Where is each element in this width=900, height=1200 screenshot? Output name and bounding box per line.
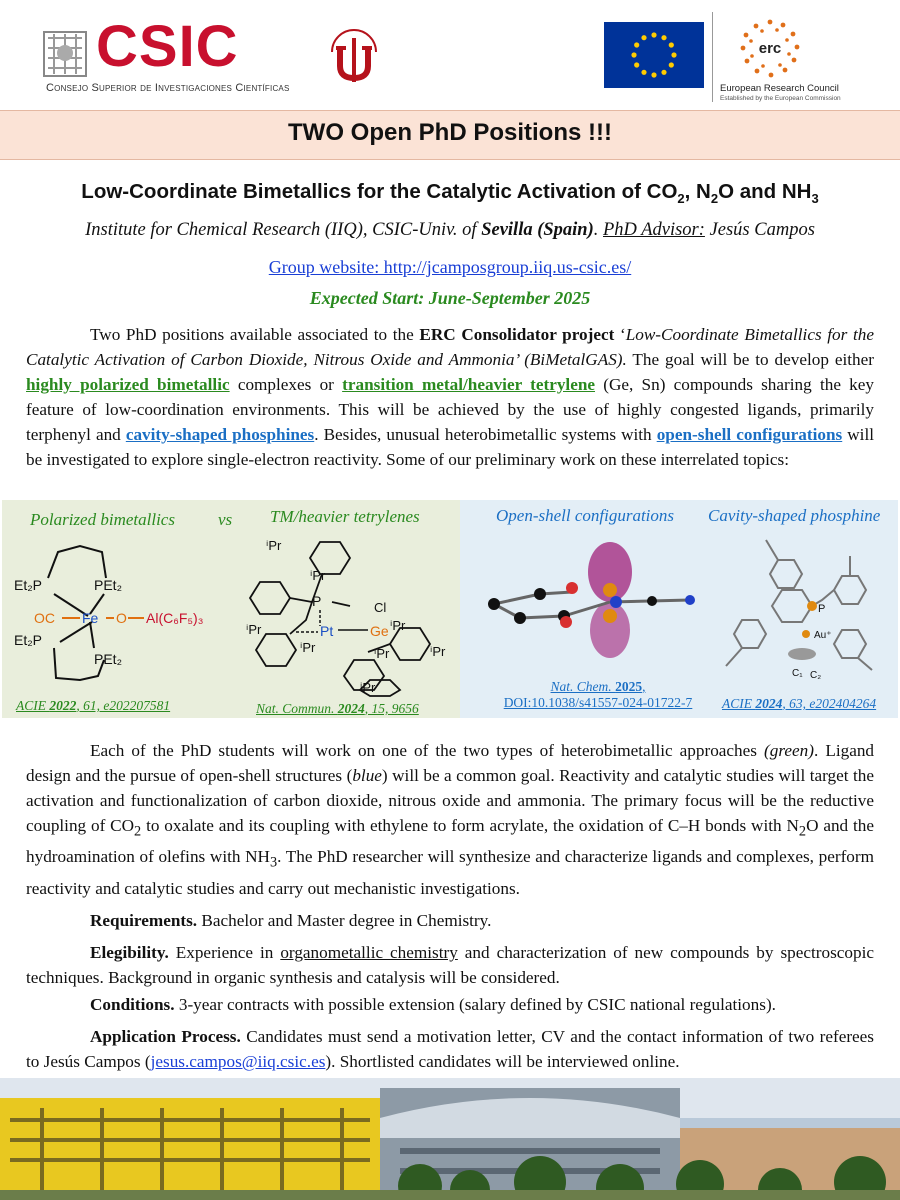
mol-label: Pt bbox=[320, 623, 334, 639]
label-open-shell: Open-shell configurations bbox=[496, 506, 675, 525]
body-blue-word: blue bbox=[352, 766, 382, 785]
mol-label: Au⁺ bbox=[814, 630, 832, 641]
requirements-text: Bachelor and Master degree in Chemistry. bbox=[197, 911, 492, 930]
open-shell-orbital-structure-icon bbox=[480, 532, 700, 672]
erc-subtitle: Established by the European Commission bbox=[720, 95, 841, 102]
mol-label: Al(C₆F₅)₃ bbox=[146, 610, 204, 626]
ref-journal: ACIE bbox=[722, 696, 756, 711]
mol-label: Cl bbox=[374, 600, 387, 615]
body-text: ) will be a common goal. Reactivity and catalytic studies will target the activation and functionalization of carbon dioxide, nitrous oxide and ammonia. The primary focus will be the reductive coupling of CO bbox=[26, 766, 874, 835]
mol-label: ⁱPr bbox=[246, 622, 262, 637]
tetrylene-link[interactable]: transition metal/heavier tetrylene bbox=[342, 375, 596, 394]
erc-title: European Research Council bbox=[720, 83, 839, 94]
polarized-bimetallic-link[interactable]: highly polarized bimetallic bbox=[26, 375, 230, 394]
mol-label: ⁱPr bbox=[266, 538, 282, 553]
cavity-phosphine-structure-icon bbox=[722, 530, 897, 685]
title-sub: 3 bbox=[811, 191, 819, 207]
erc-project-title: Low-Coordinate Bimetallics for the Catalytic Activation of Carbon Dioxide, Nitrous Oxide and Ammonia’ (BiMetalGAS). bbox=[26, 325, 874, 369]
requirements-label: Requirements. bbox=[90, 911, 198, 930]
institution-city: Sevilla (Spain) bbox=[481, 220, 594, 240]
title-sub: 2 bbox=[710, 191, 719, 207]
intro-paragraph bbox=[26, 322, 874, 472]
ref-year: 2024 bbox=[337, 701, 365, 716]
ref-rest: , 15, 9656 bbox=[364, 701, 419, 716]
mol-label: Ge bbox=[370, 623, 389, 639]
pt-ge-tetrylene-structure-icon bbox=[240, 530, 455, 700]
intro-text: complexes or bbox=[229, 375, 343, 394]
institution-text: Institute for Chemical Research (IIQ), CSIC-Univ. of bbox=[85, 220, 482, 240]
mol-label: PEt₂ bbox=[94, 651, 122, 667]
application-text: Candidates must send a motivation letter, CV and the contact information of two referees to Jesús Campos ( bbox=[26, 1027, 874, 1071]
mol-label: ⁱPr bbox=[360, 680, 376, 695]
institution-text: . bbox=[593, 220, 603, 240]
ref-year: 2024 bbox=[755, 696, 783, 711]
mol-label: P bbox=[818, 603, 826, 615]
elegibility-label: Elegibility. bbox=[90, 943, 169, 962]
csic-emblem-icon bbox=[42, 26, 88, 80]
mol-label: ⁱPr bbox=[300, 640, 316, 655]
mol-label: ⁱPr bbox=[430, 644, 446, 659]
title-text: Low-Coordinate Bimetallics for the Catalytic Activation of CO bbox=[81, 180, 678, 203]
logo-divider bbox=[712, 12, 713, 102]
intro-text: The goal will be to develop either bbox=[626, 350, 874, 369]
mol-label: ⁱPr bbox=[374, 646, 390, 661]
erc-logo-text: erc bbox=[758, 40, 782, 57]
ref-year: 2025 bbox=[615, 679, 643, 694]
erc-logo-icon bbox=[735, 14, 805, 84]
body-green-word: (green) bbox=[764, 741, 814, 760]
banner-heading: TWO Open PhD Positions !!! bbox=[288, 119, 612, 146]
project-title bbox=[0, 180, 900, 206]
ref-journal: Nat. Commun. bbox=[256, 701, 338, 716]
ref-journal: ACIE bbox=[16, 698, 50, 713]
body-sub: 2 bbox=[798, 823, 807, 840]
eu-flag-icon bbox=[604, 22, 704, 88]
erc-project-label: ERC Consolidator project bbox=[419, 325, 615, 344]
mol-label: P bbox=[312, 593, 322, 609]
application-text: ). Shortlisted candidates will be interviewed online. bbox=[325, 1052, 680, 1071]
mol-label: OC bbox=[34, 610, 55, 626]
mol-label: C₂ bbox=[810, 670, 822, 681]
label-tm-tetrylenes: TM/heavier tetrylenes bbox=[270, 507, 420, 526]
expected-start: Expected Start: June-September 2025 bbox=[309, 288, 591, 308]
mol-label: Fe bbox=[82, 610, 99, 626]
body-text: O and the hydroamination of olefins with NH bbox=[26, 816, 874, 867]
csic-subtitle: Consejo Superior de Investigaciones Científicas bbox=[46, 82, 290, 94]
intro-text: . Besides, unusual heterobimetallic systems with bbox=[314, 425, 657, 444]
banner bbox=[0, 110, 900, 160]
body-text: Each of the PhD students will work on one of the two types of heterobimetallic approaches bbox=[90, 741, 765, 760]
ref-rest: , 63, e202404264 bbox=[782, 696, 877, 711]
fe-al-bimetallic-structure-icon bbox=[10, 530, 230, 690]
label-cavity-phosphine: Cavity-shaped phosphine bbox=[708, 506, 881, 525]
ref-journal: Nat. Chem. bbox=[550, 679, 616, 694]
campus-photo-image bbox=[0, 1078, 900, 1200]
intro-text: ‘ bbox=[614, 325, 626, 344]
contact-email-link[interactable]: jesus.campos@iiq.csic.es bbox=[150, 1052, 326, 1071]
mol-label: PEt₂ bbox=[94, 577, 122, 593]
body-text: to oxalate and its coupling with ethylene to form acrylate, the oxidation of C–H bonds with N bbox=[141, 816, 799, 835]
header bbox=[0, 0, 900, 108]
body-sub: 2 bbox=[134, 823, 142, 840]
intro-text: Two PhD positions available associated to the bbox=[90, 325, 420, 344]
advisor-name: Jesús Campos bbox=[704, 220, 815, 240]
ref-nat-commun-2024[interactable] bbox=[256, 701, 419, 717]
elegibility-text: Experience in bbox=[168, 943, 281, 962]
mol-label: C₁ bbox=[792, 668, 803, 679]
elegibility-paragraph bbox=[26, 940, 874, 990]
mol-label: Et₂P bbox=[14, 577, 42, 593]
title-text: O and NH bbox=[718, 180, 812, 203]
title-text: , N bbox=[684, 180, 711, 203]
universidad-sevilla-logo-icon bbox=[322, 22, 386, 86]
intro-text: will be investigated to explore single-electron reactivity. Some of our preliminary work on these interrelated topics: bbox=[26, 425, 874, 469]
organometallic-link[interactable]: organometallic chemistry bbox=[280, 943, 458, 962]
ref-acie-2024[interactable] bbox=[722, 696, 876, 712]
institution-line bbox=[0, 220, 900, 241]
elegibility-text: and characterization of new compounds by spectroscopic techniques. Background in organic synthesis and catalysis will be considered. bbox=[26, 943, 874, 987]
mol-label: ⁱPr bbox=[310, 568, 326, 583]
conditions-text: 3-year contracts with possible extension (salary defined by CSIC national regulations). bbox=[174, 995, 776, 1014]
ref-acie-2022[interactable] bbox=[16, 698, 170, 714]
body-sub: 3 bbox=[269, 854, 278, 871]
conditions-label: Conditions. bbox=[90, 995, 175, 1014]
conditions-paragraph bbox=[26, 992, 874, 1017]
body-text: . Ligand design and the pursue of open-shell structures ( bbox=[26, 741, 875, 785]
requirements-paragraph bbox=[26, 908, 874, 933]
ref-rest: , bbox=[642, 679, 646, 694]
open-shell-link[interactable]: open-shell configurations bbox=[656, 425, 843, 444]
ref-year: 2022 bbox=[49, 698, 77, 713]
group-website-link[interactable]: Group website: http://jcamposgroup.iiq.us-csic.es/ bbox=[268, 257, 632, 277]
mol-label: Et₂P bbox=[14, 632, 42, 648]
csic-logo-text: CSIC bbox=[96, 14, 239, 79]
title-sub: 2 bbox=[677, 191, 685, 207]
label-polarized-bimetallics: Polarized bimetallics bbox=[30, 510, 175, 529]
ref-nat-chem-2025[interactable] bbox=[480, 679, 716, 711]
cavity-phosphines-link[interactable]: cavity-shaped phosphines bbox=[125, 425, 315, 444]
application-label: Application Process. bbox=[90, 1027, 241, 1046]
ref-doi: DOI:10.1038/s41557-024-01722-7 bbox=[503, 695, 693, 710]
advisor-label: PhD Advisor: bbox=[603, 220, 705, 240]
label-vs: vs bbox=[218, 510, 233, 529]
body-text: . The PhD researcher will synthesize and characterize ligands and complexes, perform reactivity and catalytic studies and carry out mechanistic investigations. bbox=[26, 847, 874, 898]
application-paragraph bbox=[26, 1024, 874, 1074]
body-paragraph bbox=[26, 738, 874, 901]
ref-rest: , 61, e202207581 bbox=[76, 698, 171, 713]
mol-label: O bbox=[116, 610, 127, 626]
mol-label: ⁱPr bbox=[390, 618, 406, 633]
intro-text: (Ge, Sn) compounds sharing the key feature of low-coordination environments. This will be achieved by the use of highly congested ligands, primarily terphenyl and bbox=[26, 375, 874, 444]
